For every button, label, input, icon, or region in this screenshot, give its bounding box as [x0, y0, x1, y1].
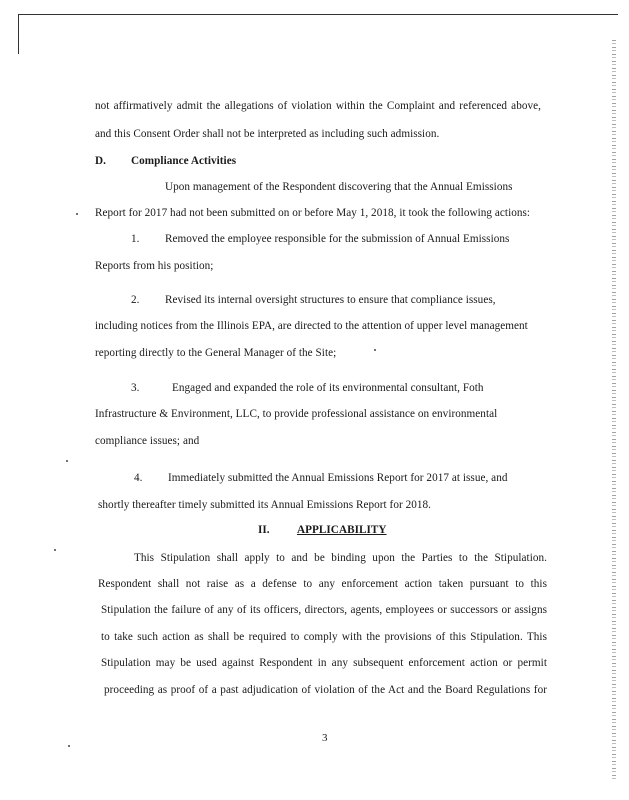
- section-ii-line: Stipulation may be used against Respondent in any subsequent enforcement action or permit: [101, 657, 547, 669]
- scan-edge-right: [612, 40, 616, 780]
- scan-speck: [374, 349, 376, 351]
- scan-edge-top: [18, 14, 618, 15]
- section-d-title: Compliance Activities: [131, 155, 237, 167]
- section-ii-line: proceeding as proof of a past adjudication of violation of the Act and the Board Regulations for: [104, 684, 547, 696]
- list-item-number: 3.: [131, 382, 140, 394]
- list-item-line: Reports from his position;: [95, 260, 214, 272]
- scan-speck: [68, 745, 70, 747]
- list-item-line: shortly thereafter timely submitted its Annual Emissions Report for 2018.: [98, 499, 432, 511]
- list-item-number: 2.: [131, 294, 140, 306]
- scan-speck: [76, 213, 78, 215]
- list-item-line: Infrastructure & Environment, LLC, to provide professional assistance on environmental: [95, 408, 498, 420]
- section-d-intro-line: Upon management of the Respondent discovering that the Annual Emissions: [165, 181, 513, 193]
- scan-edge-left: [18, 14, 19, 54]
- section-ii-numeral: II.: [258, 524, 270, 536]
- section-ii-title: APPLICABILITY: [297, 524, 387, 536]
- list-item-line: compliance issues; and: [95, 435, 200, 447]
- list-item-line: Removed the employee responsible for the submission of Annual Emissions: [165, 233, 510, 245]
- section-ii-line: Respondent shall not raise as a defense to any enforcement action taken pursuant to this: [98, 578, 547, 590]
- scan-speck: [66, 460, 68, 462]
- list-item-line: Immediately submitted the Annual Emissions Report for 2017 at issue, and: [168, 472, 508, 484]
- section-ii-line: Stipulation the failure of any of its officers, directors, agents, employees or successors or assigns: [101, 604, 547, 616]
- list-item-number: 4.: [134, 472, 143, 484]
- list-item-line: Revised its internal oversight structures to ensure that compliance issues,: [165, 294, 496, 306]
- list-item-line: reporting directly to the General Manager of the Site;: [95, 347, 337, 359]
- section-ii-line: to take such action as shall be required to comply with the provisions of this Stipulation. This: [101, 631, 547, 643]
- page-number: 3: [322, 732, 328, 744]
- body-line: and this Consent Order shall not be interpreted as including such admission.: [95, 128, 440, 140]
- list-item-number: 1.: [131, 233, 140, 245]
- scan-speck: [54, 549, 56, 551]
- list-item-line: including notices from the Illinois EPA, are directed to the attention of upper level management: [95, 320, 528, 332]
- section-d-intro-line: Report for 2017 had not been submitted on or before May 1, 2018, it took the following actions:: [95, 207, 531, 219]
- section-ii-line: This Stipulation shall apply to and be binding upon the Parties to the Stipulation.: [134, 552, 547, 564]
- list-item-line: Engaged and expanded the role of its environmental consultant, Foth: [172, 382, 484, 394]
- section-d-letter: D.: [95, 155, 106, 167]
- body-line: not affirmatively admit the allegations of violation within the Complaint and referenced above,: [95, 100, 541, 112]
